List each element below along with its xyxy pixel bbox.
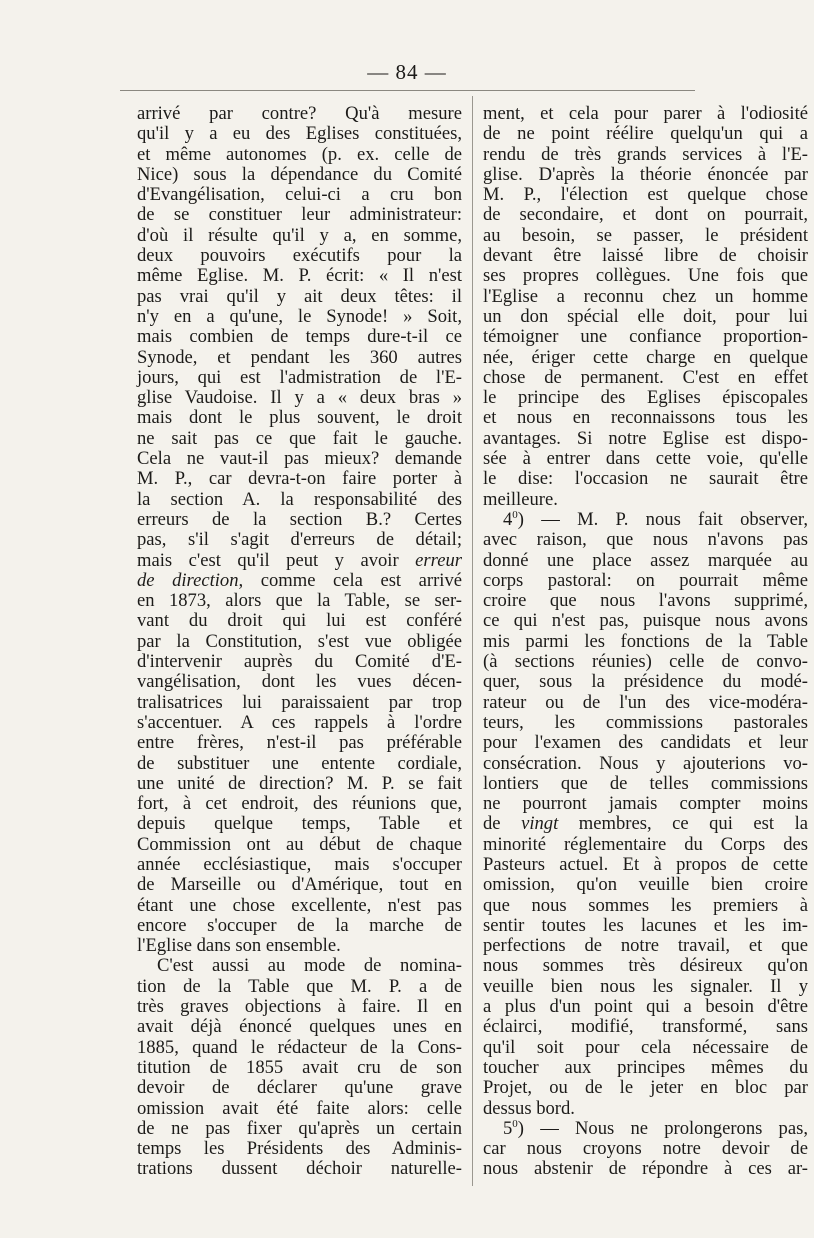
line-text: teurs, les commissions pastorales bbox=[483, 711, 808, 733]
text-line bbox=[137, 327, 462, 347]
text-line bbox=[137, 1058, 462, 1078]
line-text: vangélisation, dont les vues décen- bbox=[137, 671, 462, 693]
text-line bbox=[137, 896, 462, 916]
line-text: née, ériger cette charge en quelque bbox=[483, 346, 808, 368]
text-line bbox=[137, 652, 462, 672]
text-line bbox=[137, 814, 462, 834]
text-line bbox=[483, 591, 808, 611]
text-line bbox=[137, 672, 462, 692]
text-line bbox=[137, 530, 462, 550]
text-line bbox=[137, 408, 462, 428]
text-line bbox=[137, 936, 462, 956]
text-line bbox=[483, 1017, 808, 1037]
header-rule bbox=[120, 90, 695, 91]
line-text: éclairci, modifié, transformé, sans bbox=[483, 1016, 808, 1038]
text-line bbox=[137, 348, 462, 368]
line-text: par la Constitution, s'est vue obligée bbox=[137, 630, 462, 652]
text-line bbox=[137, 1119, 462, 1139]
text-line bbox=[137, 794, 462, 814]
line-text: a plus d'un point qui a besoin d'être bbox=[483, 996, 808, 1018]
line-text: l'Eglise dans son ensemble. bbox=[137, 935, 341, 957]
line-text: Nice) sous la dépendance du Comité bbox=[137, 163, 462, 185]
text-line bbox=[137, 733, 462, 753]
line-text: ) — Nous ne prolongerons pas, bbox=[517, 1117, 808, 1139]
line-text: de Marseille ou d'Amérique, tout en bbox=[137, 874, 462, 896]
line-text: ne pourront jamais compter moins bbox=[483, 793, 808, 815]
text-line bbox=[137, 1139, 462, 1159]
line-text: minorité réglementaire du Corps des bbox=[483, 833, 808, 855]
text-line bbox=[483, 632, 808, 652]
text-line bbox=[483, 936, 808, 956]
line-text: encore s'occuper de la marche de bbox=[137, 914, 462, 936]
line-text: de substituer une entente cordiale, bbox=[137, 752, 462, 774]
line-text: glise Vaudoise. Il y a « deux bras » bbox=[137, 387, 462, 409]
line-text: donné une place assez marquée au bbox=[483, 549, 808, 571]
text-line bbox=[137, 835, 462, 855]
text-line bbox=[137, 368, 462, 388]
text-line bbox=[137, 307, 462, 327]
line-text: avantages. Si notre Eglise est dispo- bbox=[483, 427, 808, 449]
line-text: trations dussent déchoir naturelle- bbox=[137, 1158, 462, 1180]
line-text: Synode, et pendant les 360 autres bbox=[137, 346, 462, 368]
text-line bbox=[137, 490, 462, 510]
text-line bbox=[137, 287, 462, 307]
line-text: perfections de notre travail, et que bbox=[483, 935, 808, 957]
line-text: ce qui n'est pas, puisque nous avons bbox=[483, 610, 808, 632]
line-text: nous sommes très désireux qu'on bbox=[483, 955, 808, 977]
line-text: chose de permanent. C'est en effet bbox=[483, 366, 808, 388]
text-line bbox=[483, 469, 808, 489]
text-line bbox=[483, 490, 808, 510]
line-text: omission, qu'on veuille bien croire bbox=[483, 874, 808, 896]
line-text: arrivé par contre? Qu'à mesure bbox=[137, 103, 462, 124]
text-line bbox=[137, 388, 462, 408]
text-line bbox=[483, 124, 808, 144]
text-line bbox=[137, 916, 462, 936]
line-text: jours, qui est l'admistration de l'E- bbox=[137, 366, 462, 388]
line-text: au besoin, se passer, le président bbox=[483, 224, 808, 246]
text-line bbox=[137, 104, 462, 124]
text-line bbox=[483, 652, 808, 672]
line-text: mis parmi les fonctions de la Table bbox=[483, 630, 808, 652]
text-line bbox=[137, 429, 462, 449]
text-line bbox=[483, 104, 808, 124]
text-line bbox=[483, 185, 808, 205]
line-text: avait déjà énoncé quelques unes en bbox=[137, 1016, 462, 1038]
text-line bbox=[483, 1119, 808, 1139]
text-line bbox=[137, 1099, 462, 1119]
text-line bbox=[483, 1159, 808, 1179]
line-text: d'où il résulte qu'il y a, en somme, bbox=[137, 224, 462, 246]
text-line bbox=[483, 165, 808, 185]
text-line bbox=[137, 754, 462, 774]
line-text: n'y en a qu'une, le Synode! » Soit, bbox=[137, 305, 462, 327]
text-line bbox=[483, 672, 808, 692]
text-line bbox=[137, 571, 462, 591]
line-text: témoigner une confiance proportion- bbox=[483, 326, 808, 348]
text-line bbox=[483, 875, 808, 895]
text-line bbox=[483, 1058, 808, 1078]
line-text: Pasteurs actuel. Et à propos de cette bbox=[483, 853, 808, 875]
line-text: pour l'examen des candidats et leur bbox=[483, 732, 808, 754]
text-line bbox=[483, 266, 808, 286]
line-text: ) — M. P. nous fait observer, bbox=[517, 508, 808, 530]
text-line bbox=[483, 835, 808, 855]
text-line bbox=[137, 774, 462, 794]
text-line bbox=[483, 1038, 808, 1058]
line-text: (à sections réunies) celle de convo- bbox=[483, 651, 808, 673]
line-text: un don spécial elle doit, pour lui bbox=[483, 305, 808, 327]
text-line bbox=[483, 794, 808, 814]
text-line bbox=[483, 205, 808, 225]
text-line bbox=[137, 855, 462, 875]
line-text: toucher aux principes mêmes du bbox=[483, 1056, 808, 1078]
text-line bbox=[483, 733, 808, 753]
text-line bbox=[137, 1159, 462, 1179]
text-line bbox=[483, 368, 808, 388]
line-text: de ne pas fixer qu'après un certain bbox=[137, 1117, 462, 1139]
line-text: depuis quelque temps, Table et bbox=[137, 813, 462, 835]
line-text: avec raison, que nous n'avons pas bbox=[483, 529, 808, 551]
line-text: Cela ne vaut-il pas mieux? demande bbox=[137, 448, 462, 470]
text-line bbox=[483, 611, 808, 631]
paragraph-number: 4 bbox=[503, 508, 513, 530]
line-text: comme cela est arrivé bbox=[243, 569, 462, 591]
right-column bbox=[483, 104, 808, 1180]
text-line bbox=[483, 916, 808, 936]
line-text: tion de la Table que M. P. a de bbox=[137, 975, 462, 997]
text-line bbox=[137, 632, 462, 652]
line-text: s'accentuer. A ces rappels à l'ordre bbox=[137, 711, 462, 733]
line-text: d'Evangélisation, celui-ci a cru bon bbox=[137, 184, 462, 206]
line-text: pas, s'il s'agit d'erreurs de détail; bbox=[137, 529, 462, 551]
line-text: et même autonomes (p. ex. celle de bbox=[137, 143, 462, 165]
text-line bbox=[137, 246, 462, 266]
line-text: sentir toutes les lacunes et les im- bbox=[483, 914, 808, 936]
text-line bbox=[483, 754, 808, 774]
line-text: rendu de très grands services à l'E- bbox=[483, 143, 808, 165]
line-text: Commission ont au début de chaque bbox=[137, 833, 462, 855]
line-text: même Eglise. M. P. écrit: « Il n'est bbox=[137, 265, 462, 287]
line-text: et nous en reconnaissons tous les bbox=[483, 407, 808, 429]
text-line bbox=[137, 591, 462, 611]
line-text: M. P., car devra-t-on faire porter à bbox=[137, 468, 462, 490]
text-line bbox=[137, 185, 462, 205]
line-text: sée à entrer dans cette voie, qu'elle bbox=[483, 448, 808, 470]
line-text: que nous sommes les premiers à bbox=[483, 894, 808, 916]
text-line bbox=[483, 896, 808, 916]
text-line bbox=[137, 205, 462, 225]
line-text: corps pastoral: on pourrait même bbox=[483, 569, 808, 591]
line-text: la section A. la responsabilité des bbox=[137, 488, 462, 510]
text-line bbox=[137, 1078, 462, 1098]
line-text: le dise: l'occasion ne saurait être bbox=[483, 468, 808, 490]
text-line bbox=[137, 551, 462, 571]
text-line bbox=[483, 287, 808, 307]
line-text: entre frères, n'est-il pas préférable bbox=[137, 732, 462, 754]
line-text: de se constituer leur administrateur: bbox=[137, 204, 462, 226]
line-text: ment, et cela pour parer à l'odiosité bbox=[483, 103, 808, 124]
line-text: Projet, ou de le jeter en bloc par bbox=[483, 1077, 808, 1099]
text-line bbox=[137, 165, 462, 185]
line-text: quer, sous la présidence du modé- bbox=[483, 671, 808, 693]
paragraph-number: 5 bbox=[503, 1117, 513, 1139]
italic-text: de direction, bbox=[137, 569, 244, 591]
text-line bbox=[483, 551, 808, 571]
text-line bbox=[483, 307, 808, 327]
line-text: dessus bord. bbox=[483, 1097, 575, 1119]
line-text: M. P., l'élection est quelque chose bbox=[483, 184, 808, 206]
line-text: ses propres collègues. Une fois que bbox=[483, 265, 808, 287]
text-line bbox=[483, 956, 808, 976]
text-line bbox=[483, 429, 808, 449]
text-line bbox=[483, 814, 808, 834]
line-text: deux pouvoirs exécutifs pour la bbox=[137, 245, 462, 267]
text-line bbox=[483, 693, 808, 713]
line-text: l'Eglise a reconnu chez un homme bbox=[483, 285, 808, 307]
line-text: année ecclésiastique, mais s'occuper bbox=[137, 853, 462, 875]
line-text: glise. D'après la théorie énoncée par bbox=[483, 163, 808, 185]
line-text: erreurs de la section B.? Certes bbox=[137, 508, 462, 530]
line-text: devant être laissé libre de choisir bbox=[483, 245, 808, 267]
column-divider bbox=[472, 96, 473, 1186]
line-text: car nous croyons notre devoir de bbox=[483, 1138, 808, 1160]
text-line bbox=[483, 1078, 808, 1098]
line-text: une unité de direction? M. P. se fait bbox=[137, 772, 462, 794]
line-text: devoir de déclarer qu'une grave bbox=[137, 1077, 462, 1099]
line-text: 1885, quand le rédacteur de la Cons- bbox=[137, 1036, 462, 1058]
superscript: 0 bbox=[512, 1117, 518, 1130]
text-line bbox=[137, 1017, 462, 1037]
text-line bbox=[137, 997, 462, 1017]
line-text: d'intervenir auprès du Comité d'E- bbox=[137, 651, 462, 673]
text-line bbox=[483, 530, 808, 550]
line-text: membres, ce qui est la bbox=[558, 813, 808, 835]
line-text: C'est aussi au mode de nomina- bbox=[157, 955, 462, 977]
italic-text: vingt bbox=[521, 813, 559, 835]
line-text: le principe des Eglises épiscopales bbox=[483, 387, 808, 409]
line-text: rateur ou de l'un des vice-modéra- bbox=[483, 691, 808, 713]
line-text: de ne point réélire quelqu'un qui a bbox=[483, 123, 808, 145]
text-line bbox=[137, 956, 462, 976]
left-column bbox=[137, 104, 462, 1180]
text-line bbox=[483, 510, 808, 530]
text-line bbox=[483, 145, 808, 165]
line-text: temps les Présidents des Adminis- bbox=[137, 1138, 462, 1160]
line-text: mais dont le plus souvent, le droit bbox=[137, 407, 462, 429]
line-text: mais combien de temps dure-t-il ce bbox=[137, 326, 462, 348]
text-line bbox=[137, 693, 462, 713]
line-text: qu'il y a eu des Eglises constituées, bbox=[137, 123, 462, 145]
text-line bbox=[483, 977, 808, 997]
text-line bbox=[137, 1038, 462, 1058]
line-text: pas vrai qu'il y ait deux têtes: il bbox=[137, 285, 462, 307]
text-line bbox=[137, 977, 462, 997]
text-line bbox=[483, 246, 808, 266]
text-line bbox=[483, 226, 808, 246]
text-line bbox=[137, 611, 462, 631]
line-text: lontiers que de telles commissions bbox=[483, 772, 808, 794]
line-text: de secondaire, et dont on pourrait, bbox=[483, 204, 808, 226]
line-text: ne sait pas ce que fait le gauche. bbox=[137, 427, 462, 449]
line-text: qu'il soit pour cela nécessaire de bbox=[483, 1036, 808, 1058]
line-text: étant une chose excellente, n'est pas bbox=[137, 894, 462, 916]
line-text: omission avait été faite alors: celle bbox=[137, 1097, 462, 1119]
text-line bbox=[483, 855, 808, 875]
line-text: tralisatrices lui paraissaient par trop bbox=[137, 691, 462, 713]
text-line bbox=[137, 449, 462, 469]
text-line bbox=[137, 875, 462, 895]
text-line bbox=[483, 571, 808, 591]
text-line bbox=[483, 713, 808, 733]
text-line bbox=[137, 510, 462, 530]
line-text: croire que nous l'avons supprimé, bbox=[483, 590, 808, 612]
text-line bbox=[137, 145, 462, 165]
text-line bbox=[137, 713, 462, 733]
line-text: veuille bien nous les signaler. Il y bbox=[483, 975, 808, 997]
line-text: meilleure. bbox=[483, 488, 558, 510]
text-line bbox=[483, 1099, 808, 1119]
text-line bbox=[483, 449, 808, 469]
line-text: très graves objections à faire. Il en bbox=[137, 996, 462, 1018]
line-text: titution de 1855 avait cru de son bbox=[137, 1056, 462, 1078]
text-line bbox=[483, 408, 808, 428]
superscript: 0 bbox=[512, 508, 518, 521]
italic-text: erreur bbox=[415, 549, 462, 571]
text-line bbox=[137, 469, 462, 489]
text-line bbox=[137, 226, 462, 246]
text-line bbox=[483, 1139, 808, 1159]
text-line bbox=[483, 997, 808, 1017]
line-text: de bbox=[483, 813, 522, 835]
page-number: — 84 — bbox=[367, 60, 447, 84]
text-line bbox=[483, 348, 808, 368]
text-line bbox=[483, 327, 808, 347]
line-text: consécration. Nous y ajouterions vo- bbox=[483, 752, 808, 774]
text-line bbox=[137, 266, 462, 286]
line-text: nous abstenir de répondre à ces ar- bbox=[483, 1158, 808, 1180]
text-line bbox=[483, 774, 808, 794]
line-text: mais c'est qu'il peut y avoir bbox=[137, 549, 416, 571]
line-text: vant du droit qui lui est conféré bbox=[137, 610, 462, 632]
text-line bbox=[137, 124, 462, 144]
line-text: en 1873, alors que la Table, se ser- bbox=[137, 590, 462, 612]
text-line bbox=[483, 388, 808, 408]
line-text: fort, à cet endroit, des réunions que, bbox=[137, 793, 462, 815]
